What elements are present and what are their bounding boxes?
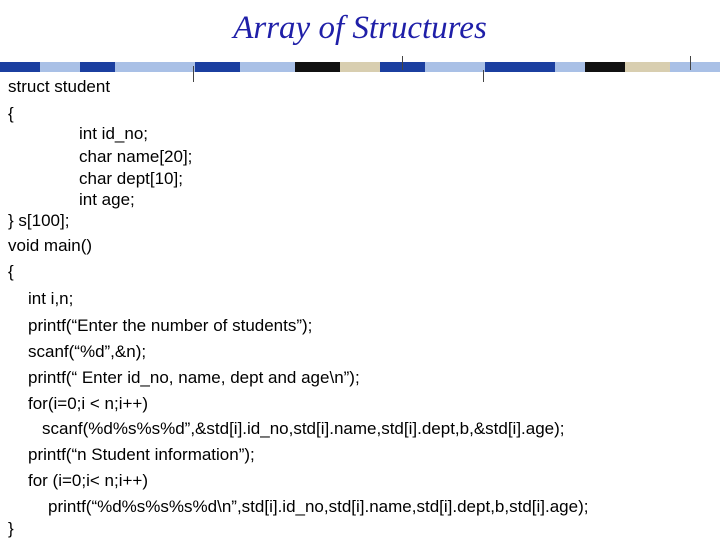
code-line: int id_no; — [79, 124, 148, 143]
code-line: printf(“ Enter id_no, name, dept and age\n”); — [28, 368, 360, 387]
code-line: int i,n; — [28, 289, 74, 308]
code-line: } — [8, 519, 14, 538]
code-line: for (i=0;i< n;i++) — [28, 471, 149, 490]
code-line: printf(“n Student information”); — [28, 445, 255, 464]
code-line: for(i=0;i < n;i++) — [28, 394, 149, 413]
code-line: char dept[10]; — [79, 169, 183, 188]
code-line: { — [8, 262, 14, 281]
code-line: scanf(“%d”,&n); — [28, 342, 147, 361]
code-line: scanf(%d%s%s%d”,&std[i].id_no,std[i].name,std[i].dept,b,&std[i].age); — [42, 419, 565, 438]
code-line: } s[100]; — [8, 211, 70, 230]
code-line: struct student — [8, 77, 111, 96]
code-line: char name[20]; — [79, 147, 193, 166]
code-line: printf(“%d%s%s%s%d\n”,std[i].id_no,std[i].name,std[i].dept,b,std[i].age); — [48, 497, 589, 516]
code-line: void main() — [8, 236, 93, 255]
code-line: { — [8, 104, 14, 123]
slide-title: Array of Structures — [233, 10, 487, 46]
code-line: int age; — [79, 190, 135, 209]
code-line: printf(“Enter the number of students”); — [28, 316, 313, 335]
